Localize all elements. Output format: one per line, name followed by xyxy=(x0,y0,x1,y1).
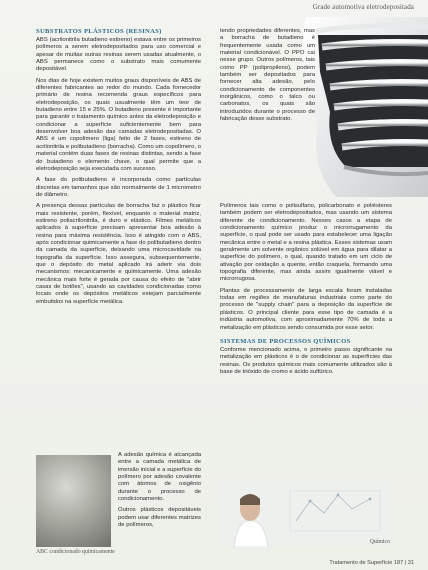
abs-photo-caption: ABC condicionado quimicamente xyxy=(36,549,115,555)
abs-micrograph-photo xyxy=(36,455,111,547)
paragraph: Polímeros tais como o polisulfano, policarbonato e poliésteres também podem ser eletrodepositados, mas usando um sistema diferente de condicionamento. Nesses casos a etapa de condicionamento químico produz o microrrugamento da superfície, o qual pode ser usado para estabelecer uma ligação mecânica entre o metal e a resina plástica. Esses sistemas usam geralmente um solvente orgânico solúvel em água para dilatar a superfície do polímero, o qual, quando tratado em um ciclo de ativação por oxidação a quente, então craquela, formando uma topografia diferente, mas ainda assim igualmente viável e microrrugosa. xyxy=(220,203,392,283)
section-heading-substratos: SUBSTRATOS PLÁSTICOS (RESINAS) xyxy=(36,28,162,35)
left-column xyxy=(36,28,201,310)
photo-caption-top: Grade automotiva eletrodepositada xyxy=(312,3,414,11)
paragraph: ABS (acrilonitrila butadieno estireno) estava entre os primeiros polímeros a serem eletrodepositados para uso comercial e apesar de muitas outras resinas serem usadas atualmente, o ABS permanece como o substrato mais comumente depositável. xyxy=(36,37,201,73)
paragraph: tendo propriedades diferentes, mas a borracha de butadieno é frequentemente usada como um material condicionável. O PPO cai nesse grupo. Outros polímeros, tais como PP (polipropileno), podem também ser depositados para fornecer alta adesão, pelo condicionamento de componentes inorgânicos, como o talco ou carbonatos, os quais são introduzidos durante o processo de fabricação desse substrato. xyxy=(220,28,315,123)
paragraph: Outros plásticos depositáveis podem usar diferentes matrizes de polímeros, xyxy=(118,507,201,529)
page-footer: Tratamento de Superfície 187 | 31 xyxy=(329,560,414,566)
left-column-tail xyxy=(118,452,201,533)
mid-column-wrap-text xyxy=(220,28,315,127)
chem-photo-caption: Químico xyxy=(369,539,390,545)
paragraph: Nos dias de hoje existem muitos graus disponíveis de ABS de diferentes fabricantes ao redor do mundo. Cada fornecedor primário de resina recomenda graus específicos para eletrodeposição, os quais usualmente têm um teor de butadieno entre 15 e 25%. O butadieno presente é importante para garantir o tratamento químico antes da eletrodeposição e condicionar a superfície suficientemente bem para desenvolver boa adesão das camadas eletrodepositadas. O ABS é um copolímero (liga) feito de 2 fases, estireno de acrilonitrila e polibutadieno (borracha). Como um copolímero, o material contém duas fases de resinas distintas, sendo a fase do butadieno o elemento chave, o qual permite que a eletrodeposição seja executada com sucesso. xyxy=(36,77,201,172)
paragraph: A adesão química é alcançada entre a camada metálica de imersão inicial e a superfície do polímero por adesão covalente com átomos de oxigênio durante o processo de condicionamento. xyxy=(118,452,201,503)
paragraph: Conforme mencionado acima, o primeiro passo significante na metalização em plásticos é o de condicionar as superfícies das resinas. Os produtos químicos mais comumente utilizados são à base de trióxido de cromo e ácido sulfúrico. xyxy=(220,346,392,375)
paragraph: Plantas de processamento de larga escala foram instaladas todas em regiões de manufaturas industriais como parte do processo de "supply chain" para a deposição da superfície de plásticos. O principal cliente para esse tipo de camada é a indústria automotiva, com aproximadamente 70% de toda a metalização em plásticos sendo consumida por esse setor. xyxy=(220,287,392,331)
paragraph: A presença dessas partículas de borracha faz o plástico ficar mais resistente, porém, flexível, enquanto o material matriz, estireno poliacrilonitrila, é duro e elástico. Filmes metálicos aplicados à superfície precisam apresentar boa adesão à resina para máxima resistência. Isso é atingido com o ABS, após condicionar quimicamente a fase do polibutadieno dentro da camada da superfície, deixando uma microcavidade na topografia da superfície. Isso assegura, subsequentemente, que o depósito do metal aplicado irá aderir via dois mecanismos: mecanicamente e quimicamente. Uma adesão mecânica mais forte é gerada por causa do efeito de "abrir casas de botões", usando as cavidades condicionadas como locais onde os depósitos metálicos estejam parcialmente embutidos na superfície metálica. xyxy=(36,203,201,305)
chemist-photo xyxy=(220,481,392,547)
section-heading-sistemas: SISTEMAS DE PROCESSOS QUÍMICOS xyxy=(220,337,351,345)
chrome-grille-photo xyxy=(296,17,428,197)
paragraph: A fase do polibutadieno é incorporada como partículas discretas em tamanhos que são normalmente de 1 micrometro de diâmetro. xyxy=(36,177,201,198)
right-column xyxy=(220,203,392,380)
